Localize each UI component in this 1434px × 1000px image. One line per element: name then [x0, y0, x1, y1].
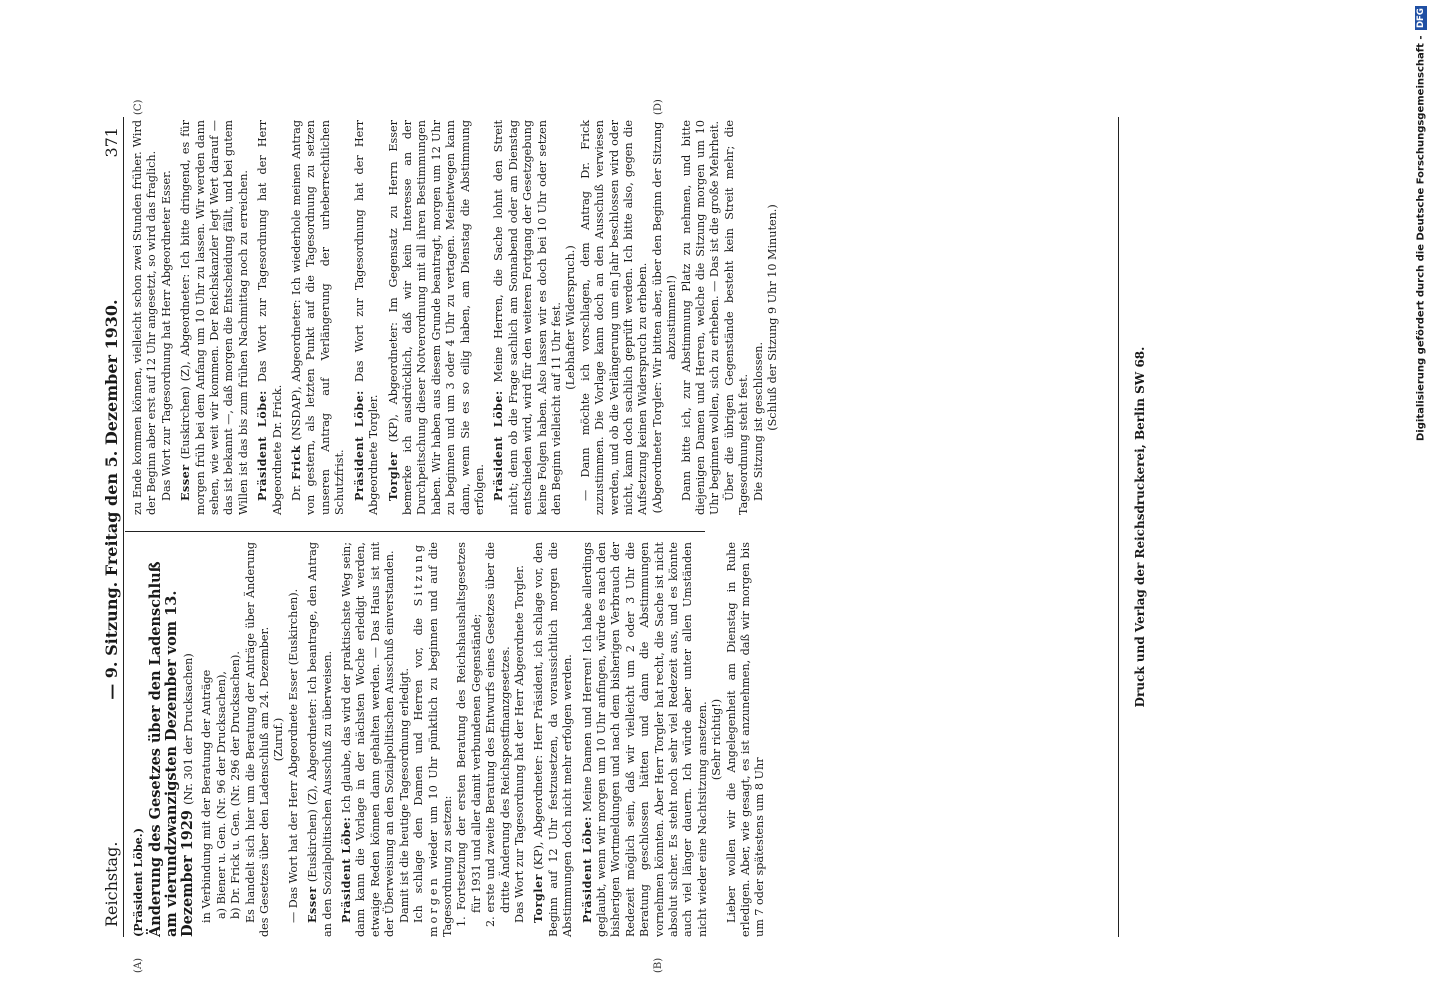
column-separator — [125, 531, 705, 532]
interjection: (Abgeordneter Torgler: Wir bitten aber, über den Beginn der Sitzung abzustimmen!) — [650, 121, 679, 514]
page-number: 371 — [101, 127, 121, 158]
list-item: a) Biener u. Gen. (Nr. 96 der Drucksachen), — [214, 671, 228, 919]
speaker-name: Präsident Löbe: — [339, 816, 354, 923]
speaker-name: Präsident Löbe: — [579, 816, 594, 923]
speech: Präsident Löbe: Das Wort zur Tagesordnung hat der Herr Abgeordnete Torgler. — [351, 120, 381, 515]
header-center: — 9. Sitzung. Freitag den 5. Dezember 1930. — [101, 299, 121, 700]
running-speaker: (Präsident Löbe.) — [131, 828, 145, 937]
interjection: (Lebhafter Widerspruch.) — [564, 245, 578, 390]
speech: Torgler (KP), Abgeordneter: Herr Präsident, ich schlage vor, den Beginn auf 12 Uhr festzusetzen, da voraussichtlich morgen die Abstimmungen doch nicht mehr erfolgen werden. — [531, 542, 575, 937]
left-column — [131, 542, 768, 937]
speaker-name: Frick — [289, 444, 304, 480]
speech: Torgler (KP), Abgeordneter: Im Gegensatz zu Herrn Esser bemerke ich ausdrücklich, daß wir kein Interesse an der Durchpeitschung dieser Notverordnung mit all ihren Bestimmungen haben. Wir haben aus diesem Grunde beantragt, morgen um 12 Uhr zu beginnen und um 3 oder 4 Uhr zu vertagen. Meinetwegen kann dann, wenn Sie es so eilig haben, am Dienstag die Abstimmung erfolgen. — [385, 120, 486, 515]
speaker-name: Präsident Löbe: — [491, 390, 506, 501]
speech: Präsident Löbe: Das Wort zur Tagesordnung hat der Herr Abgeordnete Dr. Frick. — [255, 120, 284, 515]
header-left: Reichstag. — [101, 841, 121, 927]
margin-mark-b: (B) — [653, 957, 664, 973]
paragraph: Damit ist die heutige Tagesordnung erledigt. — [397, 667, 411, 923]
digitization-credit — [1412, 6, 1430, 994]
rotated-page — [93, 97, 1213, 973]
paragraph: zu Ende kommen können, vielleicht schon zwei Stunden früher. Wird der Beginn aber erst auf 12 Uhr angesetzt, so wird das fraglich. — [131, 120, 159, 515]
paragraph: — Dann möchte ich vorschlagen, dem Antrag Dr. Frick zuzustimmen. Die Vorlage kann doch an den Ausschuß verwiesen werden, und ob die Verlängerung um ein Jahr beschlossen wird oder nicht, kann doch sachlich geprüft werden. Ich bitte also, gegen die Aufsetzung keinen Widerspruch zu erheben. — [578, 120, 650, 515]
footer-rule — [1118, 117, 1119, 937]
paragraph: in Verbindung mit der Beratung der Anträge — [200, 669, 214, 923]
paragraph: — Das Wort hat der Herr Abgeordnete Esser (Euskirchen). — [286, 588, 300, 923]
paragraph: Es handelt sich hier um die Beratung der Anträge über Änderung des Gesetzes über den Ladenschluß am 24. Dezember. — [243, 542, 272, 937]
speech: Präsident Löbe: Meine Damen und Herren! Ich habe allerdings geglaubt, wenn wir morgen um 10 Uhr anfingen, würde es nach den bisherigen Wortmeldungen und nach dem bisherigen Verbrauch der Redezeit möglich sein, daß wir vielleicht um 2 oder 3 Uhr die Beratung geschlossen hätten und dann die Abstimmungen vornehmen könnten. Aber Herr Torgler hat recht, die Sache ist nicht absolut sicher. Es steht noch sehr viel Redezeit aus, und es könnte auch viel länger dauern. Ich würde aber unter allen Umständen nicht wieder eine Nachtsitzung ansetzen. — [579, 542, 709, 937]
speaker-name: Präsident Löbe: — [255, 390, 270, 501]
paragraph: Über die übrigen Gegenstände besteht kein Streit mehr; die Tagesordnung steht fest. — [722, 120, 751, 515]
page-header — [99, 127, 123, 927]
speaker-name: Torgler — [531, 874, 546, 923]
margin-mark-c: (C) — [133, 99, 144, 115]
printer-footer: Druck und Verlag der Reichsdruckerei, Berlin SW 68. — [1133, 346, 1147, 708]
speaker-name: Esser — [178, 464, 193, 501]
header-rule — [123, 117, 124, 937]
paragraph: Das Wort zur Tagesordnung hat Herr Abgeordneter Esser. — [159, 170, 173, 501]
speech: Esser (Euskirchen) (Z), Abgeordneter: Ich beantrage, den Antrag an den Sozialpolitischen Ausschuß zu überweisen. — [305, 542, 334, 937]
speaker-name: Esser — [305, 886, 320, 923]
margin-mark-d: (D) — [653, 99, 664, 115]
speaker-name: Torgler — [385, 452, 400, 501]
interjection: (Zuruf.) — [272, 717, 286, 762]
speech: Präsident Löbe: Meine Herren, die Sache lohnt den Streit nicht; denn ob die Frage sachlich am Sonnabend oder am Dienstag entschieden wird, wird für den weiteren Fortgang der Gesetzgebung keine Folgen haben. Also lassen wir es doch bei 10 Uhr oder setzen den Beginn vielleicht auf 11 Uhr fest. — [491, 119, 563, 515]
paragraph: Dann bitte ich, zur Abstimmung Platz zu nehmen, und bitte diejenigen Damen und Herren, welche die Sitzung morgen um 10 Uhr beginnen wollen, sich zu erheben. — Das ist die große Mehrheit. — [679, 120, 722, 515]
list-item: 1. Fortsetzung der ersten Beratung des Reichshaushaltsgesetzes für 1931 und aller damit verbundenen Gegenstände; — [455, 542, 483, 927]
right-column — [131, 120, 780, 515]
paragraph: Lieber wollen wir die Angelegenheit am Dienstag in Ruhe erledigen. Aber, wie gesagt, es ist anzunehmen, daß wir morgen bis um 7 oder spätestens um 8 Uhr — [724, 542, 767, 937]
interjection: (Sehr richtig!) — [710, 698, 724, 781]
closing-note: (Schluß der Sitzung 9 Uhr 10 Minuten.) — [766, 204, 780, 431]
dfg-logo: DFG — [1416, 8, 1426, 28]
speaker-name: Präsident Löbe: — [351, 390, 366, 501]
paragraph: Ich schlage den Damen und Herren vor, die Sitzung morgen wieder um 10 Uhr pünktlich zu beginnen und auf die Tagesordnung zu setzen: — [412, 542, 454, 937]
list-item: b) Dr. Frick u. Gen. (Nr. 296 der Drucksachen). — [229, 651, 243, 919]
speech: Dr. Frick (NSDAP), Abgeordneter: Ich wiederhole meinen Antrag von gestern, als letzten Punkt auf die Tagesordnung zu setzen unseren Antrag auf Verlängerung der urheberrechtlichen Schutzfrist. — [289, 119, 347, 515]
speech: Präsident Löbe: Ich glaube, das wird der praktischste Weg sein; dann kann die Vorlage in der nächsten Woche erledigt werden, etwaige Reden können dann gehalten werden. — Das Haus ist mit der Überweisung an den Sozialpolitischen Ausschuß einverstanden. — [339, 542, 397, 937]
paragraph: Das Wort zur Tagesordnung hat der Herr Abgeordnete Torgler. — [512, 565, 526, 923]
credit-text: Digitalisierung gefördert durch die Deutsche Forschungsgemeinschaft - — [1415, 35, 1427, 442]
paragraph: Die Sitzung ist geschlossen. — [751, 341, 765, 501]
agenda-heading: Änderung des Gesetzes über den Ladenschluß am vierundzwanzigsten Dezember vom 13. Dezember 1929 (Nr. 301 der Drucksachen) — [147, 561, 197, 937]
list-item: 2. erste und zweite Beratung des Entwurfs eines Gesetzes über die dritte Änderung des Reichspostfinanzgesetzes. — [484, 542, 512, 927]
margin-mark-a: (A) — [133, 957, 144, 973]
speech: Esser (Euskirchen) (Z), Abgeordneter: Ich bitte dringend, es für morgen früh bei dem Anfang um 10 Uhr zu lassen. Wir werden dann sehen, wie weit wir kommen. Der Reichskanzler legt Wert darauf — das ist bekannt —, daß morgen die Entscheidung fällt, und bei gutem Willen ist das bis zum frühen Nachmittag noch zu erreichen. — [178, 120, 250, 515]
